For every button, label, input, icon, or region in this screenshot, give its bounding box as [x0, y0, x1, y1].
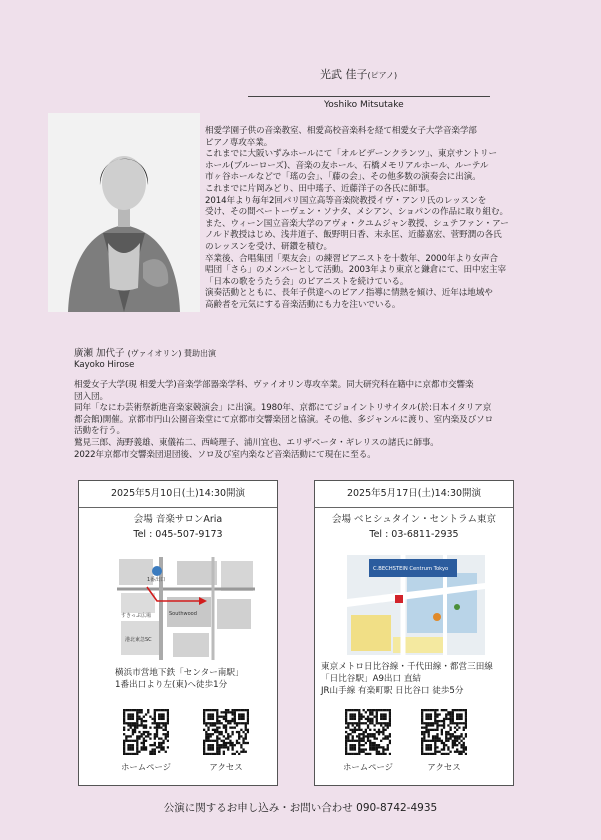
- performer2-romanized: Kayoko Hirose: [74, 360, 135, 370]
- bio-line: 活動を行う。: [74, 426, 125, 437]
- qr-label-access: アクセス: [427, 762, 461, 772]
- venue-map-bechstein: [347, 555, 485, 655]
- bio-line: 卒業後、合唱集団「栗友会」の練習ピアニストを十数年、2000年より女声合: [205, 253, 498, 264]
- performer1-biography: [205, 126, 550, 312]
- bio-line: また、ウィーン国立音楽大学のアヴォ・クユムジャン教授、シュテファン・アー: [205, 218, 509, 229]
- map-venue-label: C.BECHSTEIN Centrum Tokyo: [373, 566, 449, 572]
- concert-tel: Tel : 045-507-9173: [133, 529, 223, 540]
- performer2-biography: [74, 380, 536, 461]
- bio-line: 「日本の歌をうたう会」のピアニストを続けている。: [205, 276, 409, 287]
- concert-date: 2025年5月10日(土)14:30開演: [79, 481, 277, 508]
- bio-line: のレッスンを受け、研鑽を積む。: [205, 241, 332, 252]
- performer1-photo: [48, 113, 200, 312]
- bio-line: 鷲見三郎、海野義雄、東儀祐二、西崎理子、浦川宜也、エリザベータ・ギレリスの諸氏に師事。: [74, 437, 439, 448]
- bio-line: ノルド教授はじめ、浅井道子、飯野明日香、末永匡、近藤嘉宏、菅野潤の各氏: [205, 230, 502, 241]
- concert-panel-aria: [78, 480, 278, 786]
- concert-date: 2025年5月17日(土)14:30開演: [315, 481, 513, 508]
- bio-line: 2022年京都市交響楽団退団後、ソロ及び室内楽など音楽活動にて現在に至る。: [74, 449, 376, 460]
- qr-label-homepage: ホームページ: [342, 762, 394, 772]
- bio-line: ピアノ専攻卒業。: [205, 137, 273, 148]
- bio-line: 団入団。: [74, 391, 108, 402]
- bio-line: 都会館)開催。京都市円山公園音楽堂にて京都市交響楽団と協演。その他、多ジャンルに渡り、室内楽及びソロ: [74, 414, 494, 425]
- name-divider: [248, 96, 490, 97]
- map-label-exit: 1番出口: [147, 577, 166, 583]
- bio-line: 演奏活動とともに、長年子供達へのピアノ指導に情熱を傾け、近年は地域や: [205, 288, 493, 299]
- performer2-role: (ヴァイオリン) 賛助出演: [127, 349, 217, 358]
- bio-line: 相愛女子大学(現 相愛大学)音楽学部器楽学科、ヴァイオリン専攻卒業。同大研究科在籍中に京都市交響楽: [74, 380, 474, 390]
- bio-line: ホール(ブルーローズ)、音楽の友ホール、石橋メモリアルホール、ルーテル: [205, 160, 489, 171]
- bio-line: 市ヶ谷ホールなどで「瑤の会」、「藤の会」、その他多数の演奏会に出演。: [205, 172, 481, 183]
- access-directions-aria: 横浜市営地下鉄「センター南駅」 1番出口より左(東)へ徒歩1分: [115, 668, 244, 690]
- venue-map-aria: [117, 557, 255, 660]
- bio-line: これまでに大阪いずみホールにて「オルビデーンクランツ」、東京サントリー: [205, 149, 498, 160]
- bio-line: 同年「なにわ芸術祭新進音楽家競演会」に出演。1980年、京都にてジョイントリサイタル(於:日本イタリア京: [74, 403, 492, 414]
- contact-footer: 公演に関するお申し込み・お問い合わせ 090-8742-4935: [163, 802, 438, 814]
- bio-line: 2014年より毎年2回パリ国立高等音楽院教授イヴ・アンリ氏のレッスンを: [205, 195, 487, 206]
- concert-venue: 会場 音楽サロンAria: [133, 514, 223, 525]
- bio-line: これまでに片岡みどり、田中瑤子、近藤洋子の各氏に師事。: [205, 183, 435, 194]
- qr-code-homepage-aria[interactable]: [123, 709, 169, 755]
- qr-code-access-bechstein[interactable]: [421, 709, 467, 755]
- access-directions-bechstein: 東京メトロ日比谷線・千代田線・都営三田線 「日比谷駅」A9出口 直結 JR山手線 有楽町駅 日比谷口 徒歩5分: [321, 662, 493, 696]
- bio-line: 相愛学園子供の音楽教室、相愛高校音楽科を経て相愛女子大学音楽学部: [205, 126, 477, 136]
- map-label-southwood: Southwood: [169, 611, 197, 617]
- performer1-romanized: Yoshiko Mitsutake: [324, 100, 404, 110]
- map-label-plaza: すきっぷ広場: [121, 613, 152, 619]
- bio-line: 高齢者を元気にする音楽活動にも力を注いでいる。: [205, 299, 401, 310]
- performer2-name: 廣瀬 加代子 (ヴァイオリン) 賛助出演: [74, 348, 217, 359]
- map-label-tokyu: 港北東急SC: [125, 637, 152, 643]
- concert-panel-bechstein: [314, 480, 514, 786]
- bio-line: 受け、その間ベートーヴェン・ソナタ、メシアン、ショパンの作品に取り組む。: [205, 207, 508, 218]
- bio-line: 唱団「さら」のメンバーとして活動。2003年より東京と鎌倉にて、田中宏主宰: [205, 265, 506, 276]
- concert-tel: Tel : 03-6811-2935: [369, 529, 459, 540]
- qr-code-homepage-bechstein[interactable]: [345, 709, 391, 755]
- performer1-name: 光武 佳子(ピアノ): [320, 68, 398, 81]
- concert-venue: 会場 ベヒシュタイン・セントラム東京: [331, 514, 497, 525]
- qr-label-homepage: ホームページ: [120, 762, 172, 772]
- performer1-role: (ピアノ): [367, 71, 398, 80]
- qr-label-access: アクセス: [209, 762, 243, 772]
- qr-code-access-aria[interactable]: [203, 709, 249, 755]
